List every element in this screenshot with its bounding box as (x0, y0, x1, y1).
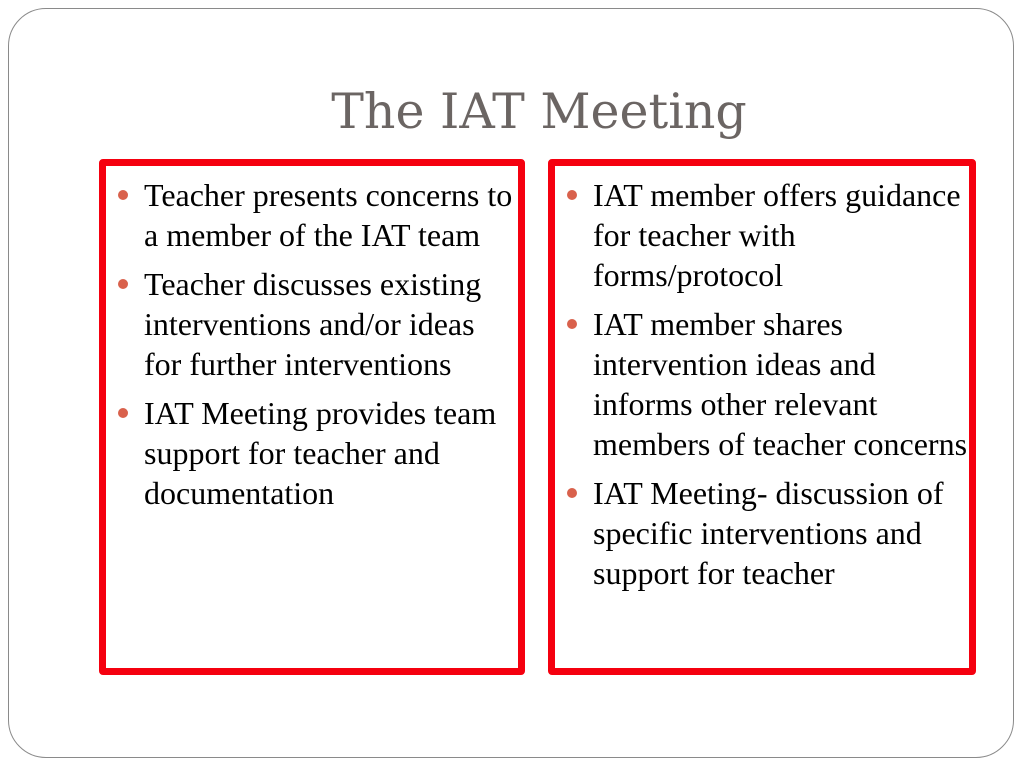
right-content-box (548, 159, 976, 675)
right-bullet-list (555, 166, 969, 593)
bullet-dot-icon (567, 190, 577, 200)
bullet-dot-icon (118, 279, 128, 289)
bullet-text: IAT member shares intervention ideas and informs other relevant members of teacher concerns (593, 306, 968, 462)
bullet-item (106, 175, 518, 255)
bullet-text: IAT member offers guidance for teacher with forms/protocol (593, 177, 961, 293)
left-bullet-list (106, 166, 518, 513)
bullet-dot-icon (567, 488, 577, 498)
bullet-item (106, 393, 518, 513)
bullet-text: Teacher discusses existing interventions and/or ideas for further interventions (144, 266, 482, 382)
bullet-item (555, 175, 969, 295)
bullet-text: IAT Meeting provides team support for teacher and documentation (144, 395, 497, 511)
bullet-dot-icon (567, 319, 577, 329)
bullet-dot-icon (118, 408, 128, 418)
bullet-text: Teacher presents concerns to a member of the IAT team (144, 177, 513, 253)
bullet-item (555, 304, 969, 464)
bullet-dot-icon (118, 190, 128, 200)
bullet-text: IAT Meeting- discussion of specific interventions and support for teacher (593, 475, 944, 591)
bullet-item (106, 264, 518, 384)
left-content-box (99, 159, 525, 675)
slide-title: The IAT Meeting (331, 83, 747, 140)
bullet-item (555, 473, 969, 593)
